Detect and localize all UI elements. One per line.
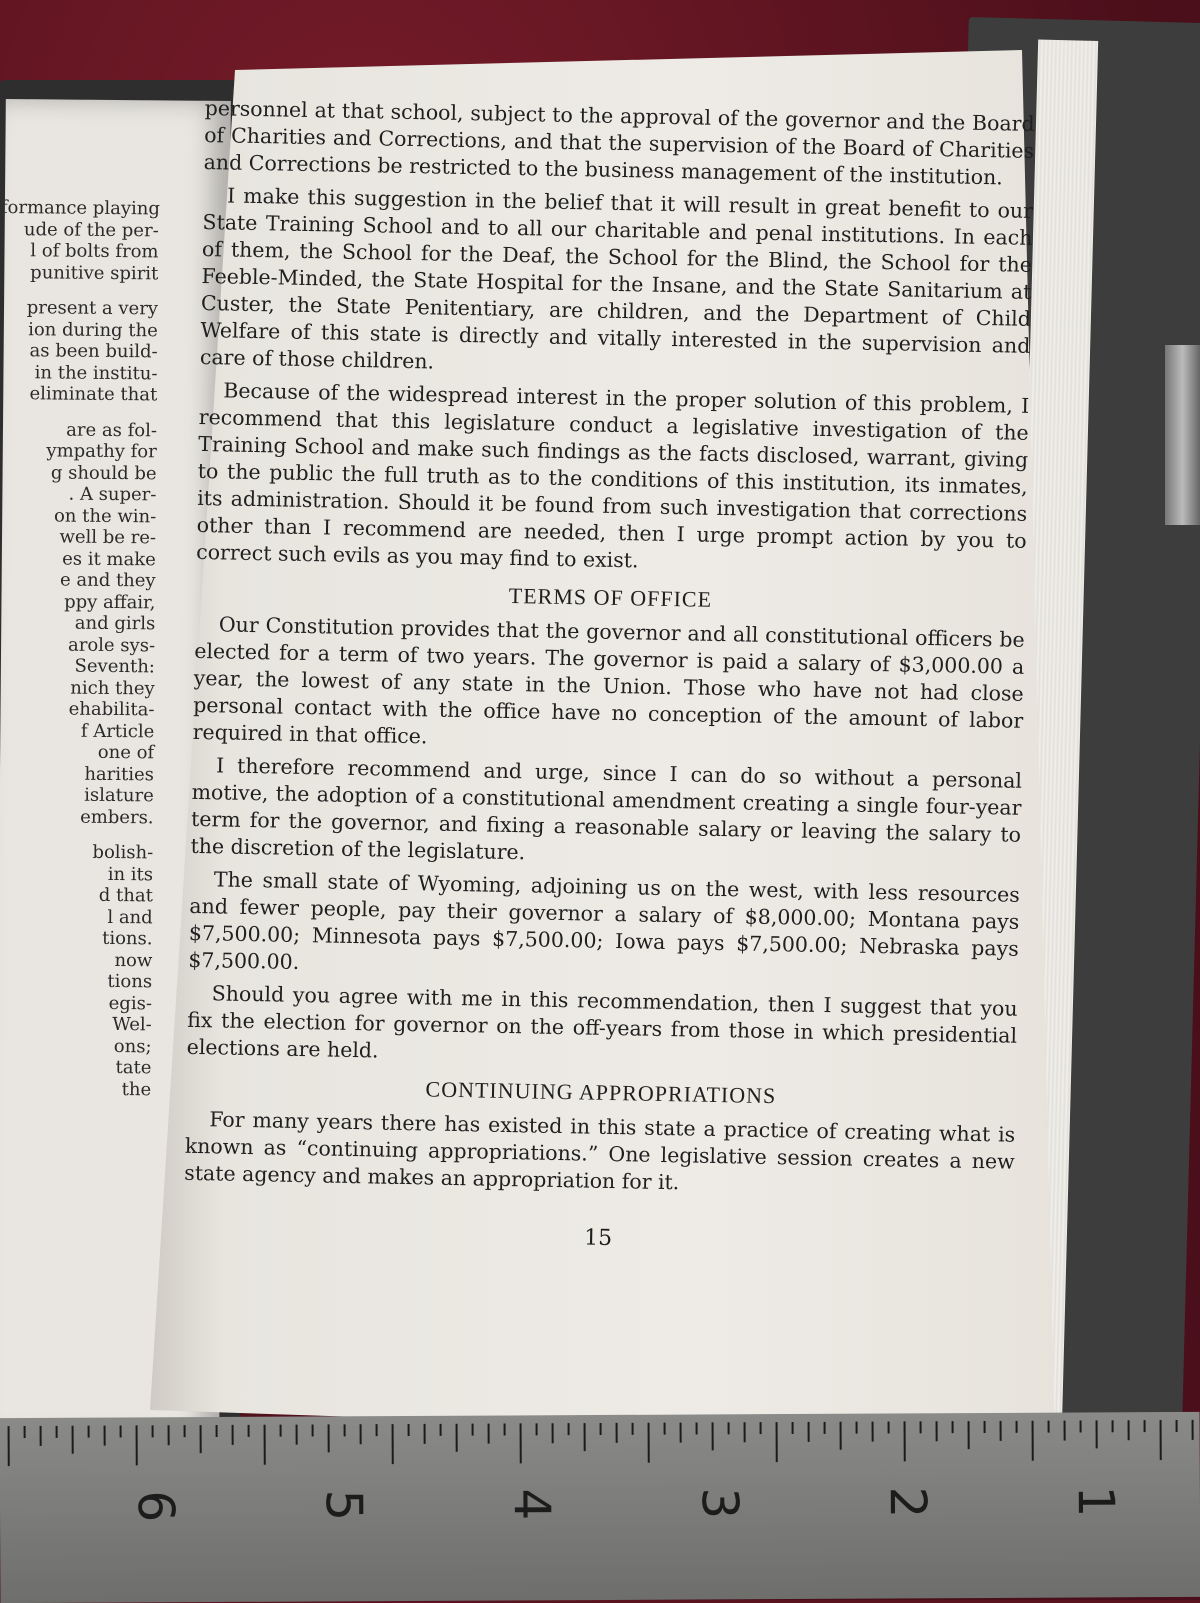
ruler-tick <box>184 1425 186 1437</box>
ruler-tick <box>856 1422 858 1434</box>
ruler-tick <box>328 1424 330 1452</box>
ruler-tick <box>808 1422 810 1442</box>
page-number: 15 <box>583 1225 613 1252</box>
left-page-line: formance playing <box>0 197 161 220</box>
left-page-gap <box>0 283 158 298</box>
ruler-tick <box>456 1424 458 1452</box>
ruler-tick <box>888 1421 890 1433</box>
ruler-tick <box>472 1424 474 1436</box>
left-page-line: harities <box>84 763 155 785</box>
ruler-tick <box>1048 1421 1050 1433</box>
ruler-tick <box>232 1425 234 1445</box>
ruler-tick <box>504 1423 506 1435</box>
left-page-line: ons; <box>113 1035 152 1057</box>
left-page-line: in its <box>107 863 154 885</box>
ruler-tick <box>1112 1420 1114 1432</box>
paragraph: Our Constitution provides that the governor and all constitutional officers be elected for a term of two years. The governor is paid a salary of $3,000.00 a year, the lowest of any state in the Union. Those who have not had close personal contact with the office have no conception of the amount of labor required in that office. <box>192 612 1025 749</box>
paragraph: personnel at that school, subject to the approval of the governor and the Board of Charities and Corrections, and that the supervision of the Board of Charities and Corrections be restricted to the business management of the institution. <box>203 95 1035 190</box>
left-page-line: in the institu- <box>34 361 158 384</box>
ruler-number: 2 <box>878 1486 937 1519</box>
ruler-tick <box>1160 1420 1162 1460</box>
ruler-tick <box>520 1423 522 1463</box>
ruler-tick <box>952 1421 954 1433</box>
left-page-gap <box>0 404 157 419</box>
left-page-line: tions <box>107 970 153 993</box>
ruler-tick <box>664 1423 666 1435</box>
ruler-tick <box>376 1424 378 1436</box>
ruler-tick <box>88 1426 90 1438</box>
ruler-tick <box>712 1422 714 1450</box>
ruler-tick <box>584 1423 586 1451</box>
left-page-line: egis- <box>108 992 153 1014</box>
left-page-gap <box>0 827 153 842</box>
ruler <box>0 1412 1200 1603</box>
ruler-number: 1 <box>1066 1485 1125 1518</box>
ruler-tick <box>1192 1420 1194 1440</box>
left-page-line: islature <box>84 784 154 807</box>
ruler-tick <box>984 1421 986 1433</box>
ruler-tick <box>760 1422 762 1434</box>
ruler-tick <box>1080 1420 1082 1432</box>
ruler-tick <box>24 1426 26 1438</box>
ruler-tick <box>344 1424 346 1436</box>
left-page-line: eliminate that <box>29 383 158 406</box>
ruler-tick <box>1176 1420 1178 1432</box>
left-page-line: Seventh: <box>74 655 155 678</box>
ruler-tick <box>152 1425 154 1437</box>
left-page-line: nich they <box>70 677 155 699</box>
ruler-tick <box>616 1423 618 1443</box>
ruler-tick <box>1128 1420 1130 1440</box>
left-page-line: well be re- <box>59 526 157 549</box>
ruler-tick <box>776 1422 778 1462</box>
left-page-line: the <box>121 1078 152 1100</box>
left-page-line: ude of the per- <box>23 218 159 241</box>
left-page-line: as been build- <box>29 340 158 363</box>
ruler-tick <box>1096 1420 1098 1448</box>
ruler-tick <box>424 1424 426 1444</box>
metal-clip <box>1165 345 1200 525</box>
left-page-line: ppy affair, <box>64 591 156 613</box>
ruler-tick <box>968 1421 970 1449</box>
ruler-tick <box>360 1424 362 1444</box>
ruler-tick <box>552 1423 554 1443</box>
left-page-line: bolish- <box>92 841 154 864</box>
left-page-line: on the win- <box>53 504 157 527</box>
paragraph: I make this suggestion in the belief that it will result in great benefit to our State Training School and to all our charitable and penal institutions. In each of them, the School for the Deaf, the School for the Blind, the School for the Feeble-Minded, the State Hospital for the Insane, and the State Sanitarium at Custer, the State Penitentiary, are children, and the Department of Child Welfare of this state is directly and vitally interested in the supervision and care of those children. <box>199 183 1034 374</box>
paragraph: The small state of Wyoming, adjoining us on the west, with less resources and fewer people, pay their governor a salary of $8,000.00; Montana pays $7,500.00; Minnesota pays $7,500.00; Iowa pays $7,500.00; Nebraska pays $7,500.00. <box>188 867 1021 974</box>
left-page-line: ion during the <box>28 318 158 341</box>
left-page-line: embers. <box>80 806 154 828</box>
ruler-tick <box>72 1426 74 1454</box>
ruler-tick <box>632 1423 634 1435</box>
ruler-tick <box>392 1424 394 1464</box>
left-page-line: g should be <box>50 461 157 484</box>
ruler-tick <box>648 1423 650 1463</box>
ruler-tick <box>264 1425 266 1465</box>
ruler-tick <box>56 1426 58 1438</box>
ruler-tick <box>568 1423 570 1435</box>
left-page-line: e and they <box>59 569 156 592</box>
left-page-line: now <box>114 949 153 971</box>
ruler-number: 4 <box>502 1488 561 1521</box>
left-page-line: es it make <box>62 548 156 570</box>
ruler-tick <box>872 1422 874 1442</box>
heading-terms-of-office: TERMS OF OFFICE <box>508 582 713 612</box>
ruler-number: 3 <box>690 1487 749 1520</box>
ruler-tick <box>280 1425 282 1437</box>
ruler-tick <box>920 1421 922 1433</box>
ruler-number: 6 <box>126 1490 185 1523</box>
ruler-tick <box>296 1425 298 1445</box>
ruler-tick <box>744 1422 746 1442</box>
heading-continuing-appropriations: CONTINUING APPROPRIATIONS <box>425 1076 777 1109</box>
ruler-tick <box>40 1426 42 1446</box>
left-page-line: punitive spirit <box>30 261 159 284</box>
paragraph: I therefore recommend and urge, since I can do so without a personal motive, the adoption of a constitutional amendment creating a single four-year term for the governor, and fixing a reasonable salary or leaving the salary to the discretion of the legislature. <box>190 753 1023 865</box>
ruler-tick <box>1016 1421 1018 1433</box>
right-page-content <box>183 95 1035 1260</box>
ruler-tick <box>536 1423 538 1435</box>
ruler-tick <box>104 1426 106 1446</box>
ruler-tick <box>840 1422 842 1450</box>
left-page-line: Wel- <box>112 1014 152 1036</box>
ruler-tick <box>8 1426 10 1466</box>
left-page-line: . A super- <box>68 483 157 506</box>
ruler-tick <box>1144 1420 1146 1432</box>
ruler-tick <box>408 1424 410 1436</box>
ruler-tick <box>936 1421 938 1441</box>
left-page-line: tate <box>115 1057 152 1079</box>
left-page-line: are as fol- <box>66 419 158 441</box>
paragraph: Because of the widespread interest in the proper solution of this problem, I recommend that this legislature conduct a legislative investigation of the Training School and make such findings as the facts disclosed, warrant, giving to the public the full truth as to the conditions of this institution, its inmates, its administration. Should it be found from such investigation that corrections other than I recommend are needed, then I urge prompt action by you to correct such evils as you may find to exist. <box>195 378 1030 573</box>
ruler-tick <box>1032 1421 1034 1461</box>
ruler-tick <box>248 1425 250 1437</box>
ruler-tick <box>728 1422 730 1434</box>
ruler-number: 5 <box>314 1489 373 1522</box>
ruler-tick <box>824 1422 826 1434</box>
left-page-line: one of <box>97 741 155 764</box>
left-page-line: ehabilita- <box>68 698 155 721</box>
left-page-line: tions. <box>102 927 153 950</box>
ruler-tick <box>168 1425 170 1445</box>
ruler-tick <box>1000 1421 1002 1441</box>
ruler-tick <box>696 1422 698 1434</box>
left-page-text <box>0 197 159 1100</box>
ruler-tick <box>792 1422 794 1434</box>
ruler-tick <box>680 1423 682 1443</box>
ruler-tick <box>1064 1421 1066 1441</box>
ruler-tick <box>200 1425 202 1453</box>
left-page-line: arole sys- <box>67 634 156 656</box>
paragraph: Should you agree with me in this recommendation, then I suggest that you fix the election for governor on the off-years from those in which presidential elections are held. <box>186 981 1018 1063</box>
ruler-tick <box>440 1424 442 1436</box>
left-page-line: l and <box>107 906 153 928</box>
ruler-tick <box>312 1424 314 1436</box>
left-page-line: and girls <box>74 612 156 635</box>
left-page-line: f Article <box>80 720 155 742</box>
left-page-line: present a very <box>26 297 159 320</box>
left-page-line: l of bolts from <box>30 240 159 263</box>
ruler-tick <box>488 1424 490 1444</box>
ruler-tick <box>600 1423 602 1435</box>
paragraph: For many years there has existed in this state a practice of creating what is known as “continuing appropriations.” One legislative session creates a new state agency and makes an appropriation for it. <box>184 1107 1016 1195</box>
left-page-line: d that <box>98 884 153 907</box>
ruler-tick <box>136 1425 138 1465</box>
ruler-tick <box>904 1421 906 1461</box>
ruler-tick <box>216 1425 218 1437</box>
ruler-tick <box>120 1426 122 1438</box>
left-page-line: ympathy for <box>46 440 157 463</box>
